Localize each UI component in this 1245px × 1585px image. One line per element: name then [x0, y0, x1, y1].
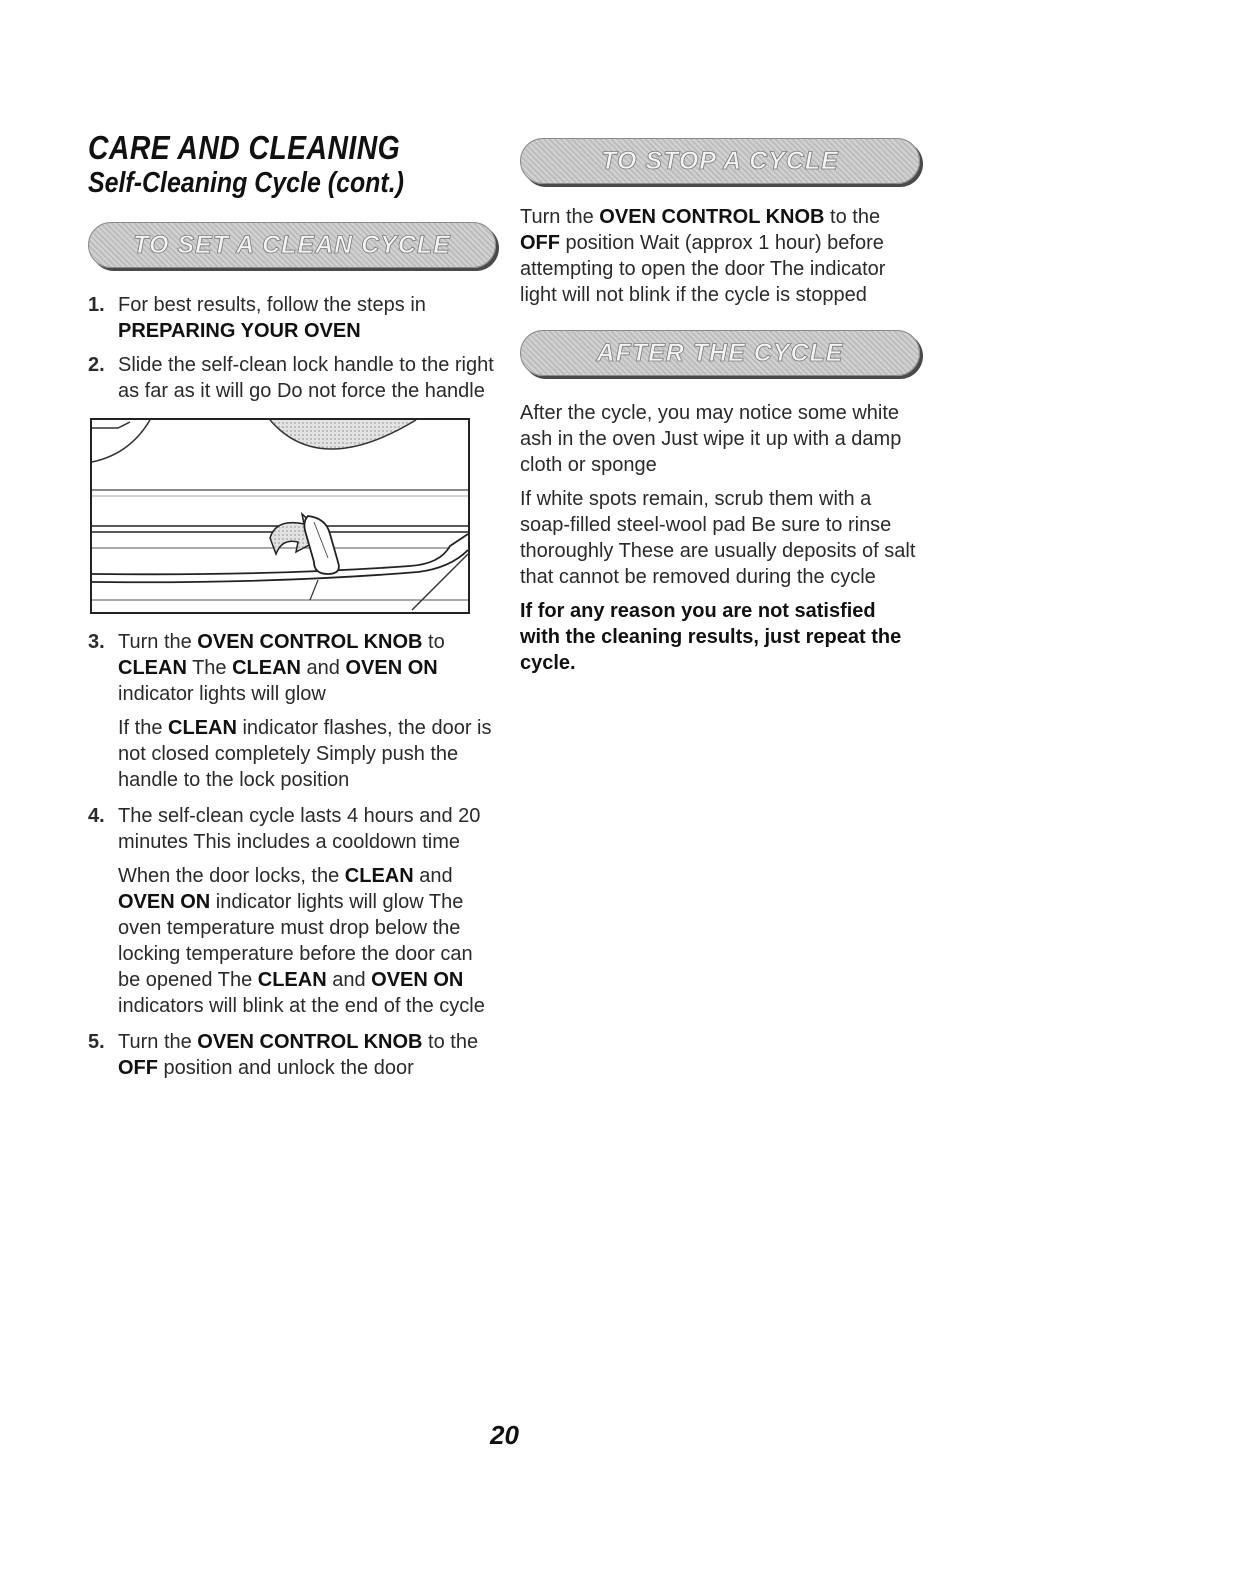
step-5-number: 5.: [88, 1031, 105, 1053]
step-2-text: Slide the self-clean lock handle to the right as far as it will go Do not force the handle: [118, 354, 494, 402]
after-cycle-paragraph-2: If white spots remain, scrub them with a soap-filled steel-wool pad Be sure to rinse thoroughly These are usually deposits of salt that cannot be removed during the cycle: [520, 488, 916, 588]
left-column: [88, 130, 498, 1081]
step-5: [88, 1029, 498, 1081]
step-4-text: The self-clean cycle lasts 4 hours and 20 minutes This includes a cooldown time: [118, 805, 481, 853]
banner-stop-cycle-text: TO STOP A CYCLE: [601, 146, 839, 175]
right-column: [520, 138, 920, 676]
oven-lock-handle-illustration: [90, 418, 470, 614]
step-3-text: Turn the OVEN CONTROL KNOB to CLEAN The CLEAN and OVEN ON indicator lights will glow: [118, 631, 445, 705]
section-title: CARE AND CLEANING: [88, 129, 401, 166]
clean-cycle-steps-continued: [88, 629, 498, 1081]
step-1: [88, 292, 498, 344]
banner-set-clean-cycle: [88, 222, 496, 268]
page-number: 20: [490, 1420, 519, 1450]
section-subtitle: Self-Cleaning Cycle (cont.): [88, 167, 404, 199]
stop-cycle-text: Turn the OVEN CONTROL KNOB to the OFF position Wait (approx 1 hour) before attempting to open the door The indicator light will not blink if the cycle is stopped: [520, 206, 886, 306]
after-cycle-paragraph-3: If for any reason you are not satisfied with the cleaning results, just repeat the cycle.: [520, 600, 902, 674]
step-4-number: 4.: [88, 805, 105, 827]
banner-after-cycle: [520, 330, 920, 376]
step-2: [88, 352, 498, 404]
step-4-note: When the door locks, the CLEAN and OVEN ON indicator lights will glow The oven temperature must drop below the locking temperature before the door can be opened The CLEAN and OVEN ON indicators will blink at the end of the cycle: [118, 865, 485, 1017]
banner-after-cycle-text: AFTER THE CYCLE: [596, 338, 844, 367]
after-cycle-paragraph-1: After the cycle, you may notice some white ash in the oven Just wipe it up with a damp cloth or sponge: [520, 402, 902, 476]
step-3: [88, 629, 498, 793]
step-4: [88, 803, 498, 1019]
step-3-note: If the CLEAN indicator flashes, the door is not closed completely Simply push the handle to the lock position: [118, 717, 492, 791]
clean-cycle-steps: [88, 292, 498, 404]
step-5-text: Turn the OVEN CONTROL KNOB to the OFF position and unlock the door: [118, 1031, 479, 1079]
step-1-number: 1.: [88, 294, 105, 316]
step-1-text: For best results, follow the steps in PREPARING YOUR OVEN: [118, 294, 426, 342]
step-3-number: 3.: [88, 631, 105, 653]
step-2-number: 2.: [88, 354, 105, 376]
banner-set-clean-cycle-text: TO SET A CLEAN CYCLE: [133, 230, 451, 259]
banner-stop-cycle: [520, 138, 920, 184]
